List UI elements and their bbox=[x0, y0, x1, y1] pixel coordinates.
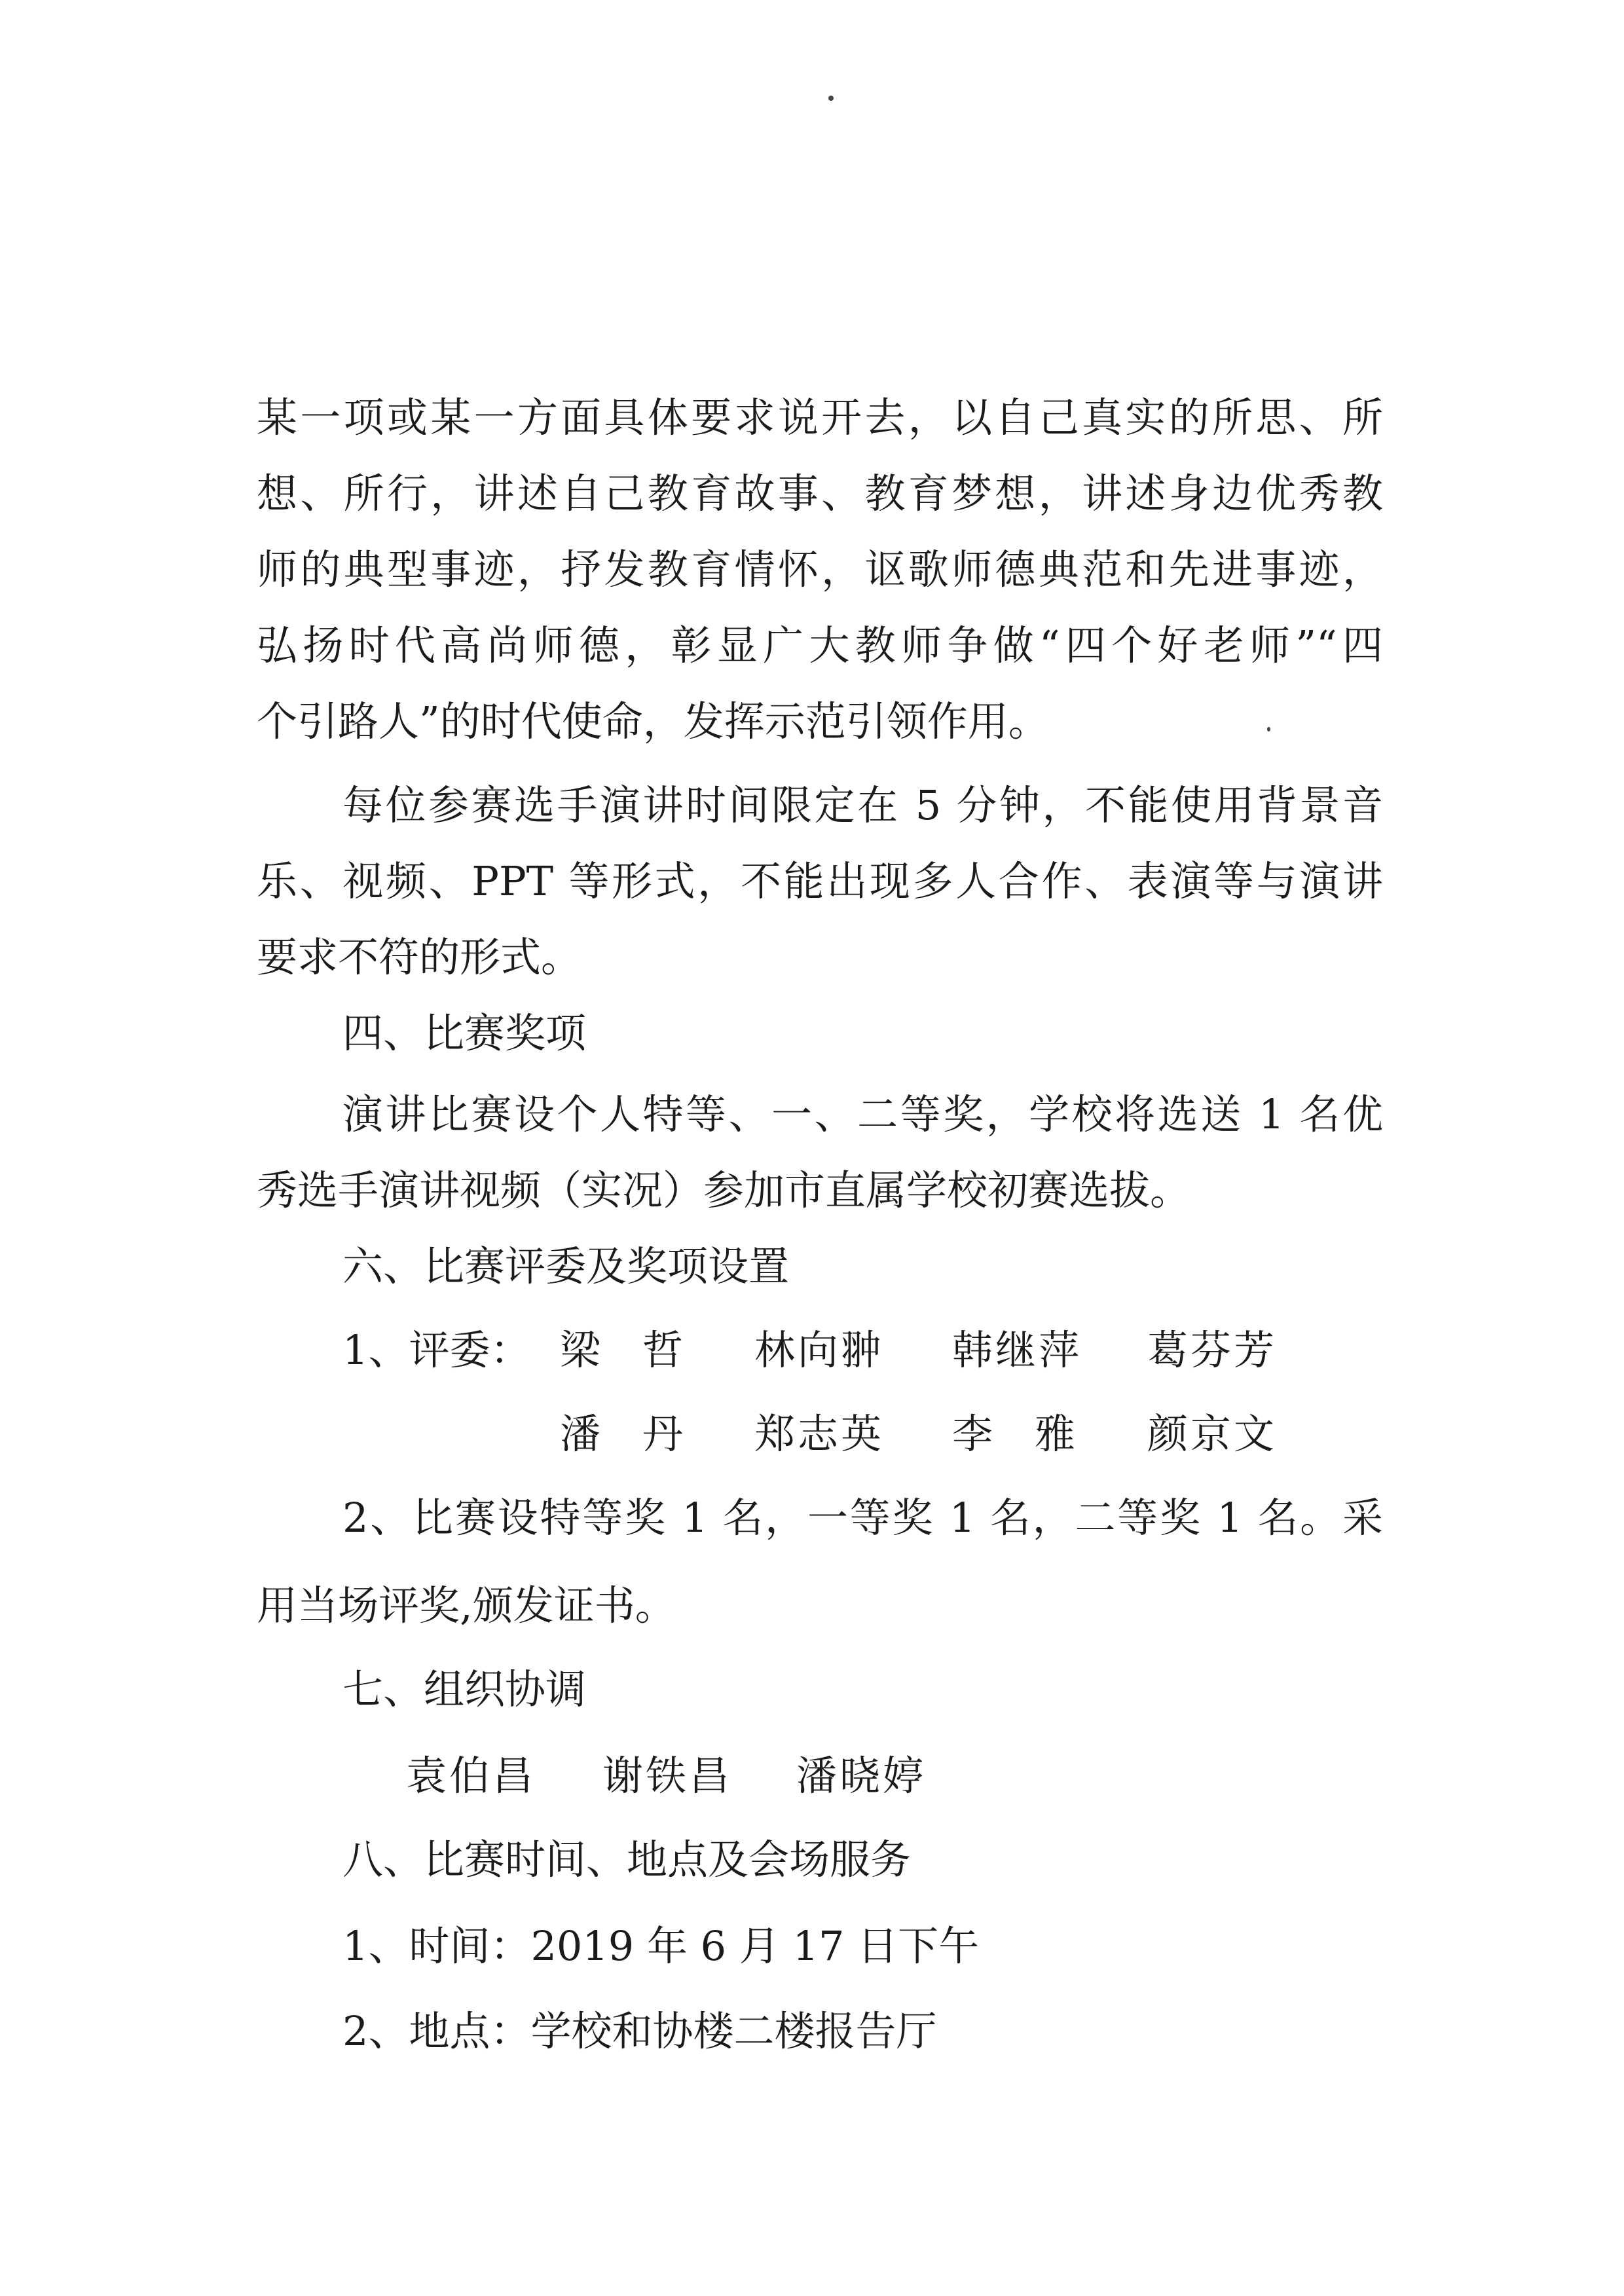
paragraph-line: 用当场评奖,颁发证书。 bbox=[257, 1582, 676, 1629]
coordinator-name: 潘晓婷 bbox=[796, 1752, 927, 1800]
judge-name: 李雅 bbox=[952, 1410, 1118, 1458]
judge-name: 梁哲 bbox=[560, 1326, 726, 1374]
paragraph-line: 2、比赛设特等奖 1 名，一等奖 1 名，二等奖 1 名。采 bbox=[342, 1494, 1383, 1542]
paragraph-line: 师的典型事迹，抒发教育情怀，讴歌师德典范和先进事迹， bbox=[257, 546, 1383, 593]
scan-speck bbox=[828, 96, 834, 101]
judge-name: 郑志英 bbox=[754, 1410, 885, 1458]
paragraph-line: 秀选手演讲视频（实况）参加市直属学校初赛选拔。 bbox=[257, 1166, 1191, 1214]
paragraph-line: 想、所行，讲述自己教育故事、教育梦想，讲述身边优秀教 bbox=[257, 470, 1383, 517]
judge-name: 韩继萍 bbox=[952, 1326, 1082, 1374]
judges-label: 1、评委： bbox=[342, 1326, 531, 1374]
judge-name: 颜京文 bbox=[1147, 1410, 1278, 1458]
event-place: 2、地点：学校和协楼二楼报告厅 bbox=[342, 2007, 937, 2055]
coordinator-name: 谢铁昌 bbox=[602, 1752, 733, 1800]
judge-name: 林向翀 bbox=[754, 1326, 885, 1374]
paragraph-line: 每位参赛选手演讲时间限定在 5 分钟，不能使用背景音 bbox=[342, 781, 1383, 829]
paragraph-line: 要求不符的形式。 bbox=[257, 933, 582, 981]
coordinator-name: 袁伯昌 bbox=[406, 1752, 536, 1800]
section-heading: 六、比赛评委及奖项设置 bbox=[342, 1242, 790, 1290]
paragraph-line: 乐、视频、PPT 等形式，不能出现多人合作、表演等与演讲 bbox=[257, 857, 1383, 905]
judge-name: 葛芬芳 bbox=[1147, 1326, 1278, 1374]
event-time: 1、时间：2019 年 6 月 17 日下午 bbox=[342, 1922, 980, 1970]
judge-name: 潘丹 bbox=[560, 1410, 726, 1458]
scan-speck bbox=[1267, 727, 1270, 731]
paragraph-line: 某一项或某一方面具体要求说开去，以自己真实的所思、所 bbox=[257, 394, 1383, 441]
paragraph-line: 演讲比赛设个人特等、一、二等奖，学校将选送 1 名优 bbox=[342, 1090, 1383, 1138]
section-heading: 四、比赛奖项 bbox=[342, 1009, 587, 1057]
paragraph-line: 弘扬时代高尚师德，彰显广大教师争做“四个好老师”“四 bbox=[257, 621, 1383, 669]
paragraph-line: 个引路人”的时代使命，发挥示范引领作用。 bbox=[257, 697, 1049, 745]
section-heading: 八、比赛时间、地点及会场服务 bbox=[342, 1836, 912, 1883]
section-heading: 七、组织协调 bbox=[342, 1665, 587, 1713]
